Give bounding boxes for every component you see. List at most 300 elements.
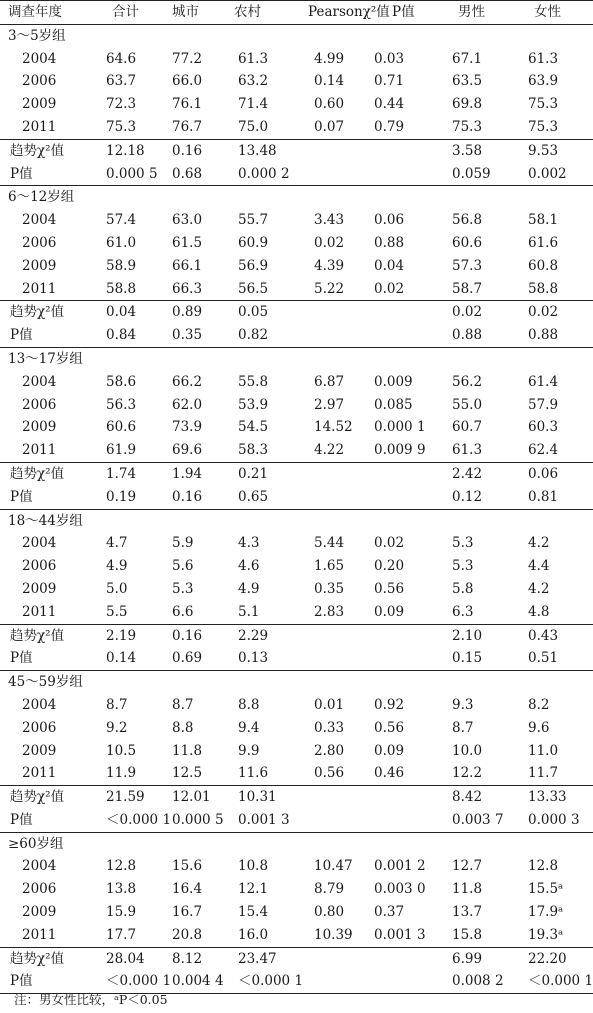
trend-row [0,624,593,647]
table-cell: 75.0 [238,118,269,135]
table-cell: 0.13 [238,650,269,667]
table-cell [370,624,438,647]
row-label: 趋势χ²值 [0,786,92,809]
row-label: P值 [10,811,33,828]
table-cell: 61.5 [172,234,203,251]
row-label: 2004 [22,858,57,875]
table-cell: 58.6 [106,373,137,390]
table-cell: 0.000 2 [238,165,290,182]
table-cell: 75.3 [528,96,559,113]
table-cell: 62.0 [172,396,203,413]
table-cell: 0.15 [452,650,483,667]
year-row [0,255,593,278]
table-cell: 6.99 [438,947,514,970]
table-cell: 6.6 [172,603,194,620]
table-cell: 0.009 9 [374,442,426,459]
row-label: P值 [10,327,33,344]
trend-row [0,462,593,485]
table-cell: 0.82 [238,327,269,344]
table-cell: 73.9 [172,419,203,436]
table-cell: 4.2 [528,580,550,597]
table-cell: 61.9 [106,442,137,459]
header-total: 合计 [92,1,158,25]
table-cell: 0.21 [224,462,306,485]
table-cell: 23.47 [224,947,306,970]
table-cell: 2.10 [438,624,514,647]
table-cell: 0.88 [374,234,405,251]
table-cell [306,324,370,347]
table-cell: 12.1 [238,881,269,898]
table-cell: 0.46 [374,765,405,782]
table-cell: 0.14 [314,73,345,90]
table-cell: 0.01 [314,696,345,713]
table-cell: 58.8 [528,280,559,297]
year-row [0,555,593,578]
table-cell: 75.3 [528,118,559,135]
table-cell: 75.3 [106,118,137,135]
row-label: 2004 [22,696,57,713]
table-cell: 0.68 [172,165,203,182]
table-cell: 64.6 [106,50,137,67]
table-cell: 66.0 [172,73,203,90]
p-row [0,163,593,186]
table-cell: 3.58 [438,139,514,162]
table-cell: 9.9 [238,742,260,759]
table-cell [370,324,438,347]
table-cell: 9.53 [514,139,593,162]
table-cell: 56.9 [238,257,269,274]
group-row [0,832,593,855]
group-row [0,186,593,209]
table-cell: 8.12 [158,947,224,970]
table-cell: 0.88 [452,327,483,344]
table-cell: 16.4 [172,881,203,898]
table-cell: 16.7 [172,904,203,921]
table-cell: 11.9 [106,765,137,782]
table-cell: 12.5 [172,765,203,782]
table-cell: 5.9 [172,535,194,552]
table-cell: 63.5 [452,73,483,90]
table-cell: 0.02 [314,234,345,251]
table-cell: 56.8 [452,212,483,229]
year-row [0,394,593,417]
table-cell: 0.059 [452,165,491,182]
table-cell: 0.02 [514,301,593,324]
table-cell: 0.51 [528,650,559,667]
p-row [0,486,593,509]
table-cell: 72.3 [106,96,137,113]
table-cell: 0.20 [374,558,405,575]
table-cell [306,462,370,485]
trend-row [0,301,593,324]
table-cell: 0.56 [314,765,345,782]
table-cell: 0.35 [314,580,345,597]
table-cell: 2.80 [314,742,345,759]
table-cell: 2.29 [224,624,306,647]
table-cell: 63.2 [238,73,269,90]
table-cell: 12.01 [158,786,224,809]
table-cell: 55.0 [452,396,483,413]
table-cell: 77.2 [172,50,203,67]
table-cell: 0.07 [314,118,345,135]
table-cell [306,486,370,509]
table-cell: 57.4 [106,212,137,229]
table-cell [370,647,438,670]
table-cell [306,163,370,186]
table-cell: 5.3 [452,535,474,552]
header-rural: 农村 [224,1,306,25]
table-cell: 0.001 2 [374,858,426,875]
table-cell [306,624,370,647]
row-label: 2006 [22,234,57,251]
table-cell: 11.8 [172,742,203,759]
table-cell: 4.4 [528,558,550,575]
table-cell: 0.89 [158,301,224,324]
row-label: 2011 [22,442,57,459]
header-urban: 城市 [158,1,224,25]
table-cell: 2.97 [314,396,345,413]
table-cell: 0.000 5 [172,811,224,828]
table-cell: 61.4 [528,373,559,390]
table-cell: 4.6 [238,558,260,575]
table-cell: 57.9 [528,396,559,413]
p-row [0,324,593,347]
table-cell: 22.20 [514,947,593,970]
table-cell: 0.12 [452,488,483,505]
table-cell [370,947,438,970]
table-cell: 6.3 [452,603,474,620]
row-label: 2009 [22,96,57,113]
row-label: 2009 [22,419,57,436]
table-cell: 2.19 [92,624,158,647]
row-label: P值 [10,165,33,182]
group-row [0,347,593,370]
table-cell [306,970,370,993]
table-cell: 61.6 [528,234,559,251]
table-cell: 0.33 [314,719,345,736]
table-cell: 0.65 [238,488,269,505]
table-cell: 0.81 [528,488,559,505]
table-cell: 0.008 2 [438,970,514,993]
table-cell: 0.44 [374,96,405,113]
table-cell: 60.3 [528,419,559,436]
table-cell: 0.085 [374,396,413,413]
year-row [0,232,593,255]
table-cell: 60.8 [528,257,559,274]
table-cell [306,647,370,670]
table-cell: 0.002 [528,165,567,182]
table-cell: 56.5 [238,280,269,297]
row-label: 2006 [22,881,57,898]
table-cell: 20.8 [172,926,203,943]
table-cell [370,970,438,993]
group-row [0,24,593,47]
table-cell [370,301,438,324]
table-cell: 0.000 3 [528,811,580,828]
year-row [0,278,593,301]
table-cell: 0.43 [514,624,593,647]
table-cell: 13.33 [514,786,593,809]
row-label: 2009 [22,257,57,274]
table-cell: 76.1 [172,96,203,113]
table-cell: 4.39 [314,257,345,274]
table-cell: 0.14 [106,650,137,667]
table-cell: 9.2 [106,719,128,736]
header-year: 调查年度 [0,1,92,25]
table-cell: 19.3ᵃ [528,926,564,943]
table-cell: 14.52 [314,419,353,436]
table-cell: 15.6 [172,858,203,875]
table-cell: 0.84 [106,327,137,344]
year-row [0,532,593,555]
table-cell: 0.80 [314,904,345,921]
table-cell: 0.79 [374,118,405,135]
header-pearson: Pearsonχ²值 [306,1,370,25]
table-cell: 1.74 [92,462,158,485]
trend-row [0,786,593,809]
table-cell: 0.04 [374,257,405,274]
table-cell: 0.16 [172,488,203,505]
header-female: 女性 [514,1,593,25]
table-cell: 60.9 [238,234,269,251]
table-cell: 0.009 [374,373,413,390]
year-row [0,578,593,601]
row-label: 2011 [22,765,57,782]
table-cell: 1.65 [314,558,345,575]
table-cell: 66.3 [172,280,203,297]
table-cell: 4.8 [528,603,550,620]
table-cell: 12.8 [106,858,137,875]
table-cell: 15.8 [452,926,483,943]
row-label: 2009 [22,580,57,597]
table-cell: ＜0.000 1 [106,811,172,828]
row-label: 趋势χ²值 [0,947,92,970]
table-cell: 12.2 [452,765,483,782]
row-label: 13～17岁组 [0,347,593,370]
row-label: 2009 [22,742,57,759]
table-cell: 15.4 [238,904,269,921]
table-cell [370,163,438,186]
table-cell [370,809,438,832]
table-cell: 57.3 [452,257,483,274]
table-cell: 4.22 [314,442,345,459]
table-cell: 8.2 [528,696,550,713]
table-cell: 56.2 [452,373,483,390]
table-cell: 0.37 [374,904,405,921]
row-label: 6～12岁组 [0,186,593,209]
table-cell: 61.3 [238,50,269,67]
table-cell: 13.48 [224,139,306,162]
row-label: 2004 [22,50,57,67]
table-cell: 4.3 [238,535,260,552]
table-cell: 2.83 [314,603,345,620]
table-cell: 5.22 [314,280,345,297]
table-cell: 0.35 [172,327,203,344]
table-cell: 63.7 [106,73,137,90]
table-cell: 8.7 [106,696,128,713]
table-cell: 0.06 [374,212,405,229]
table-cell: 12.7 [452,858,483,875]
table-cell: 8.79 [314,881,345,898]
table-cell [306,809,370,832]
table-cell: 10.31 [224,786,306,809]
table-cell: 28.04 [92,947,158,970]
table-cell: 16.0 [238,926,269,943]
table-cell: 0.03 [374,50,405,67]
row-label: 2009 [22,904,57,921]
table-cell [370,462,438,485]
table-cell: 0.02 [374,280,405,297]
table-cell: ＜0.000 1 [514,970,593,993]
row-label: 3～5岁组 [8,27,66,44]
table-cell: 0.000 5 [106,165,158,182]
table-cell: 60.7 [452,419,483,436]
table-cell: 60.6 [452,234,483,251]
table-cell: 17.9ᵃ [528,904,564,921]
year-row [0,116,593,139]
table-cell: 0.09 [374,603,405,620]
table-cell: 66.2 [172,373,203,390]
table-cell: 63.9 [528,73,559,90]
p-row [0,809,593,832]
table-cell: 10.0 [452,742,483,759]
row-label: 2011 [22,926,57,943]
table-cell: 60.6 [106,419,137,436]
table-cell: 5.44 [314,535,345,552]
table-cell: 21.59 [92,786,158,809]
table-cell: 11.7 [528,765,559,782]
table-cell: 10.5 [106,742,137,759]
table-cell: 12.8 [528,858,559,875]
year-row [0,48,593,71]
table-cell: 15.9 [106,904,137,921]
table-cell: 0.09 [374,742,405,759]
year-row [0,416,593,439]
table-cell: 0.92 [374,696,405,713]
table-cell: 4.9 [106,558,128,575]
table-cell: 4.99 [314,50,345,67]
table-cell: 66.1 [172,257,203,274]
table-cell: 11.6 [238,765,269,782]
row-label: 2004 [22,212,57,229]
table-cell: 0.56 [374,580,405,597]
table-cell: 0.16 [158,139,224,162]
table-cell: 0.003 7 [452,811,504,828]
table-cell: 0.000 1 [374,419,426,436]
table-cell: 4.9 [238,580,260,597]
table-cell: 71.4 [238,96,269,113]
table-cell: 58.3 [238,442,269,459]
year-row [0,93,593,116]
table-cell [306,301,370,324]
row-label: 趋势χ²值 [0,624,92,647]
table-cell: 17.7 [106,926,137,943]
table-cell: 8.7 [172,696,194,713]
table-cell: 13.7 [452,904,483,921]
year-row [0,878,593,901]
row-label: 2006 [22,396,57,413]
header-p: P值 [370,1,438,25]
table-cell: 9.4 [238,719,260,736]
row-label: 2011 [22,280,57,297]
year-row [0,209,593,232]
table-cell: 75.3 [452,118,483,135]
table-cell: 0.69 [172,650,203,667]
table-cell: 8.8 [238,696,260,713]
footnote: 注：男女性比较，ᵃP＜0.05 [14,992,168,1007]
year-row [0,762,593,785]
table-cell: 5.8 [452,580,474,597]
row-label: P值 [0,970,92,993]
year-row [0,371,593,394]
row-label: P值 [10,650,33,667]
year-row [0,70,593,93]
table-cell: 0.16 [158,624,224,647]
table-cell: 3.43 [314,212,345,229]
group-row [0,509,593,532]
table-cell: 5.3 [452,558,474,575]
table-cell: 54.5 [238,419,269,436]
table-cell: 2.42 [438,462,514,485]
table-cell: 0.001 3 [374,926,426,943]
table-cell: 9.6 [528,719,550,736]
table-cell: 8.7 [452,719,474,736]
row-label: 2006 [22,558,57,575]
row-label: ≥60岁组 [0,832,593,855]
table-cell: 1.94 [158,462,224,485]
table-cell: 58.8 [106,280,137,297]
table-cell: 0.06 [514,462,593,485]
year-row [0,924,593,947]
table-cell: ＜0.000 1 [224,970,306,993]
row-label: 2011 [22,118,57,135]
table-cell: 58.9 [106,257,137,274]
row-label: 2004 [22,535,57,552]
table-cell: 0.88 [528,327,559,344]
table-cell: 61.3 [452,442,483,459]
table-cell: 69.8 [452,96,483,113]
table-cell: 0.60 [314,96,345,113]
header-row [0,1,593,25]
row-label: 2011 [22,603,57,620]
table-cell [370,786,438,809]
table-cell [370,486,438,509]
table-cell [306,139,370,162]
year-row [0,901,593,924]
table-cell: 53.9 [238,396,269,413]
table-cell: 61.3 [528,50,559,67]
table-cell: 10.8 [238,858,269,875]
row-label: 趋势χ²值 [0,139,92,162]
table-cell: 10.47 [314,858,353,875]
table-cell: 0.71 [374,73,405,90]
table-cell: 0.04 [92,301,158,324]
table-cell: 0.02 [438,301,514,324]
table-cell: 76.7 [172,118,203,135]
table-cell: 58.7 [452,280,483,297]
p-row [0,647,593,670]
year-row [0,740,593,763]
table-cell: 11.0 [528,742,559,759]
table-cell: 0.001 3 [238,811,290,828]
table-cell: 5.0 [106,580,128,597]
table-cell: 55.7 [238,212,269,229]
table-cell: 4.2 [528,535,550,552]
year-row [0,601,593,624]
table-cell: 4.7 [106,535,128,552]
year-row [0,855,593,878]
table-cell: 67.1 [452,50,483,67]
